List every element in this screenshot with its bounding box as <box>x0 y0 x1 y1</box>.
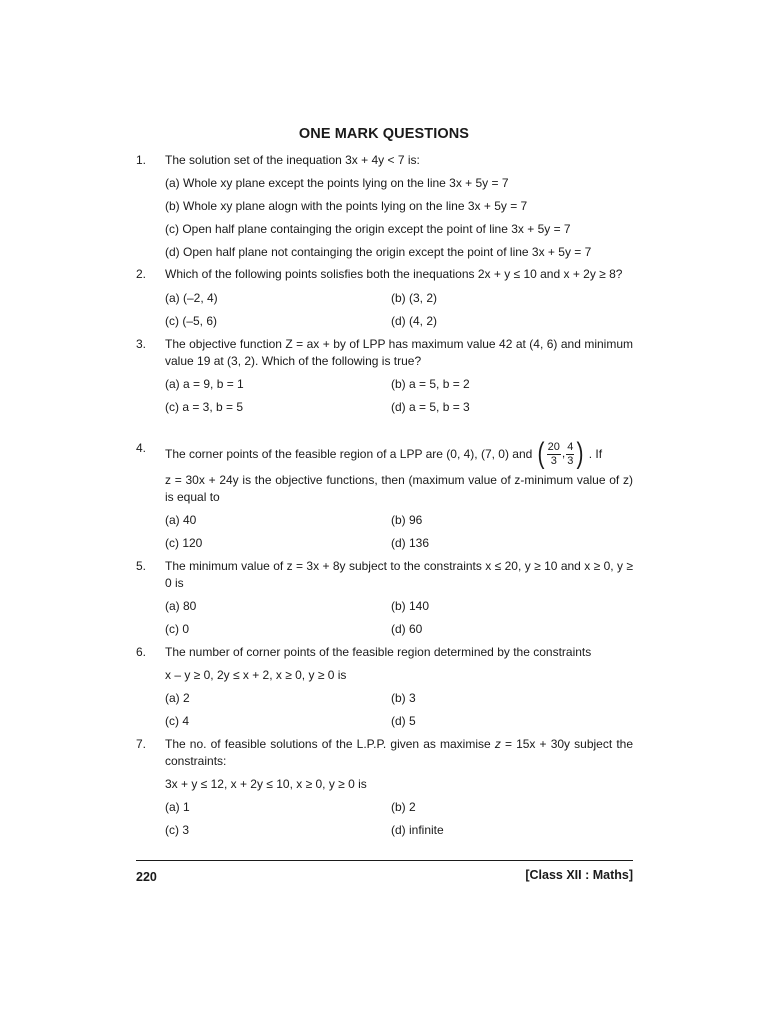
option-c: (c) Open half plane containging the origin except the point of line 3x + 5y = 7 <box>165 222 571 236</box>
constraint-line: x – y ≥ 0, 2y ≤ x + 2, x ≥ 0, y ≥ 0 is <box>165 668 347 682</box>
fraction-numerator: 4 <box>567 440 574 453</box>
option-a: (a) Whole xy plane except the points lying on the line 3x + 5y = 7 <box>165 176 509 190</box>
option-c: (c) 4 <box>165 714 189 728</box>
page-title: ONE MARK QUESTIONS <box>298 126 470 142</box>
option-a: (a) 40 <box>165 513 197 527</box>
option-a: (a) (–2, 4) <box>165 291 218 305</box>
option-d: (d) a = 5, b = 3 <box>391 400 470 414</box>
question-text-part: = 15x + 30y subject the constraints: <box>165 737 633 768</box>
option-d: (d) 60 <box>391 622 423 636</box>
option-c: (c) a = 3, b = 5 <box>165 400 244 414</box>
question-text: The objective function Z = ax + by of LPP has maximum value 42 at (4, 6) and minimum value 19 at (3, 2). Which of the following is true? <box>165 337 633 368</box>
fraction-point <box>536 439 586 469</box>
option-a: (a) a = 9, b = 1 <box>165 377 244 391</box>
left-paren: ( <box>537 437 545 470</box>
variable-z: z <box>494 737 501 751</box>
option-b: (b) 96 <box>391 513 423 527</box>
option-c: (c) 0 <box>165 622 189 636</box>
question-number: 6. <box>136 645 147 659</box>
option-c: (c) 120 <box>165 536 203 550</box>
question-number: 3. <box>136 337 147 351</box>
question-text-part: The no. of feasible solutions of the L.P.P. given as maximise <box>165 737 495 751</box>
question-number: 5. <box>136 559 147 573</box>
option-d: (d) infinite <box>391 823 444 837</box>
fraction <box>566 441 574 468</box>
comma: , <box>561 446 566 461</box>
page-number: 220 <box>136 870 157 884</box>
footer-divider <box>136 860 633 861</box>
option-b: (b) 3 <box>391 691 416 705</box>
option-b: (b) Whole xy plane alogn with the points lying on the line 3x + 5y = 7 <box>165 199 528 213</box>
fraction-numerator: 20 <box>547 440 560 453</box>
question-text-part: . If <box>588 447 603 462</box>
question-text: The minimum value of z = 3x + 8y subject to the constraints x ≤ 20, y ≥ 10 and x ≥ 0, y ≥ 0 is <box>165 559 633 590</box>
fraction-denominator: 3 <box>550 454 557 467</box>
right-paren: ) <box>576 437 584 470</box>
option-b: (b) 140 <box>391 599 430 613</box>
question-text: The number of corner points of the feasible region determined by the constraints <box>165 645 592 659</box>
question-text: z = 30x + 24y is the objective functions, then (maximum value of z-minimum value of z) is equal to <box>165 473 633 504</box>
option-c: (c) 3 <box>165 823 189 837</box>
question-number: 7. <box>136 737 147 751</box>
option-d: (d) (4, 2) <box>391 314 438 328</box>
footer-label: [Class XII : Maths] <box>525 868 633 882</box>
question-text: Which of the following points solisfies both the inequations 2x + y ≤ 10 and x + 2y ≥ 8? <box>165 267 623 281</box>
option-a: (a) 1 <box>165 800 190 814</box>
option-b: (b) 2 <box>391 800 416 814</box>
option-d: (d) Open half plane not containging the origin except the point of line 3x + 5y = 7 <box>165 245 592 259</box>
question-number: 4. <box>136 441 147 455</box>
question-text-part: The corner points of the feasible region of a LPP are (0, 4), (7, 0) and <box>165 447 533 462</box>
constraint-line: 3x + y ≤ 12, x + 2y ≤ 10, x ≥ 0, y ≥ 0 is <box>165 777 367 791</box>
question-text <box>165 736 633 770</box>
question-text <box>165 437 633 470</box>
fraction <box>547 441 561 468</box>
option-a: (a) 80 <box>165 599 197 613</box>
option-b: (b) (3, 2) <box>391 291 438 305</box>
option-d: (d) 136 <box>391 536 430 550</box>
option-d: (d) 5 <box>391 714 416 728</box>
question-text: The solution set of the inequation 3x + 4y < 7 is: <box>165 153 420 167</box>
question-number: 1. <box>136 153 147 167</box>
option-a: (a) 2 <box>165 691 190 705</box>
option-b: (b) a = 5, b = 2 <box>391 377 470 391</box>
fraction-denominator: 3 <box>567 454 574 467</box>
option-c: (c) (–5, 6) <box>165 314 218 328</box>
question-number: 2. <box>136 267 147 281</box>
